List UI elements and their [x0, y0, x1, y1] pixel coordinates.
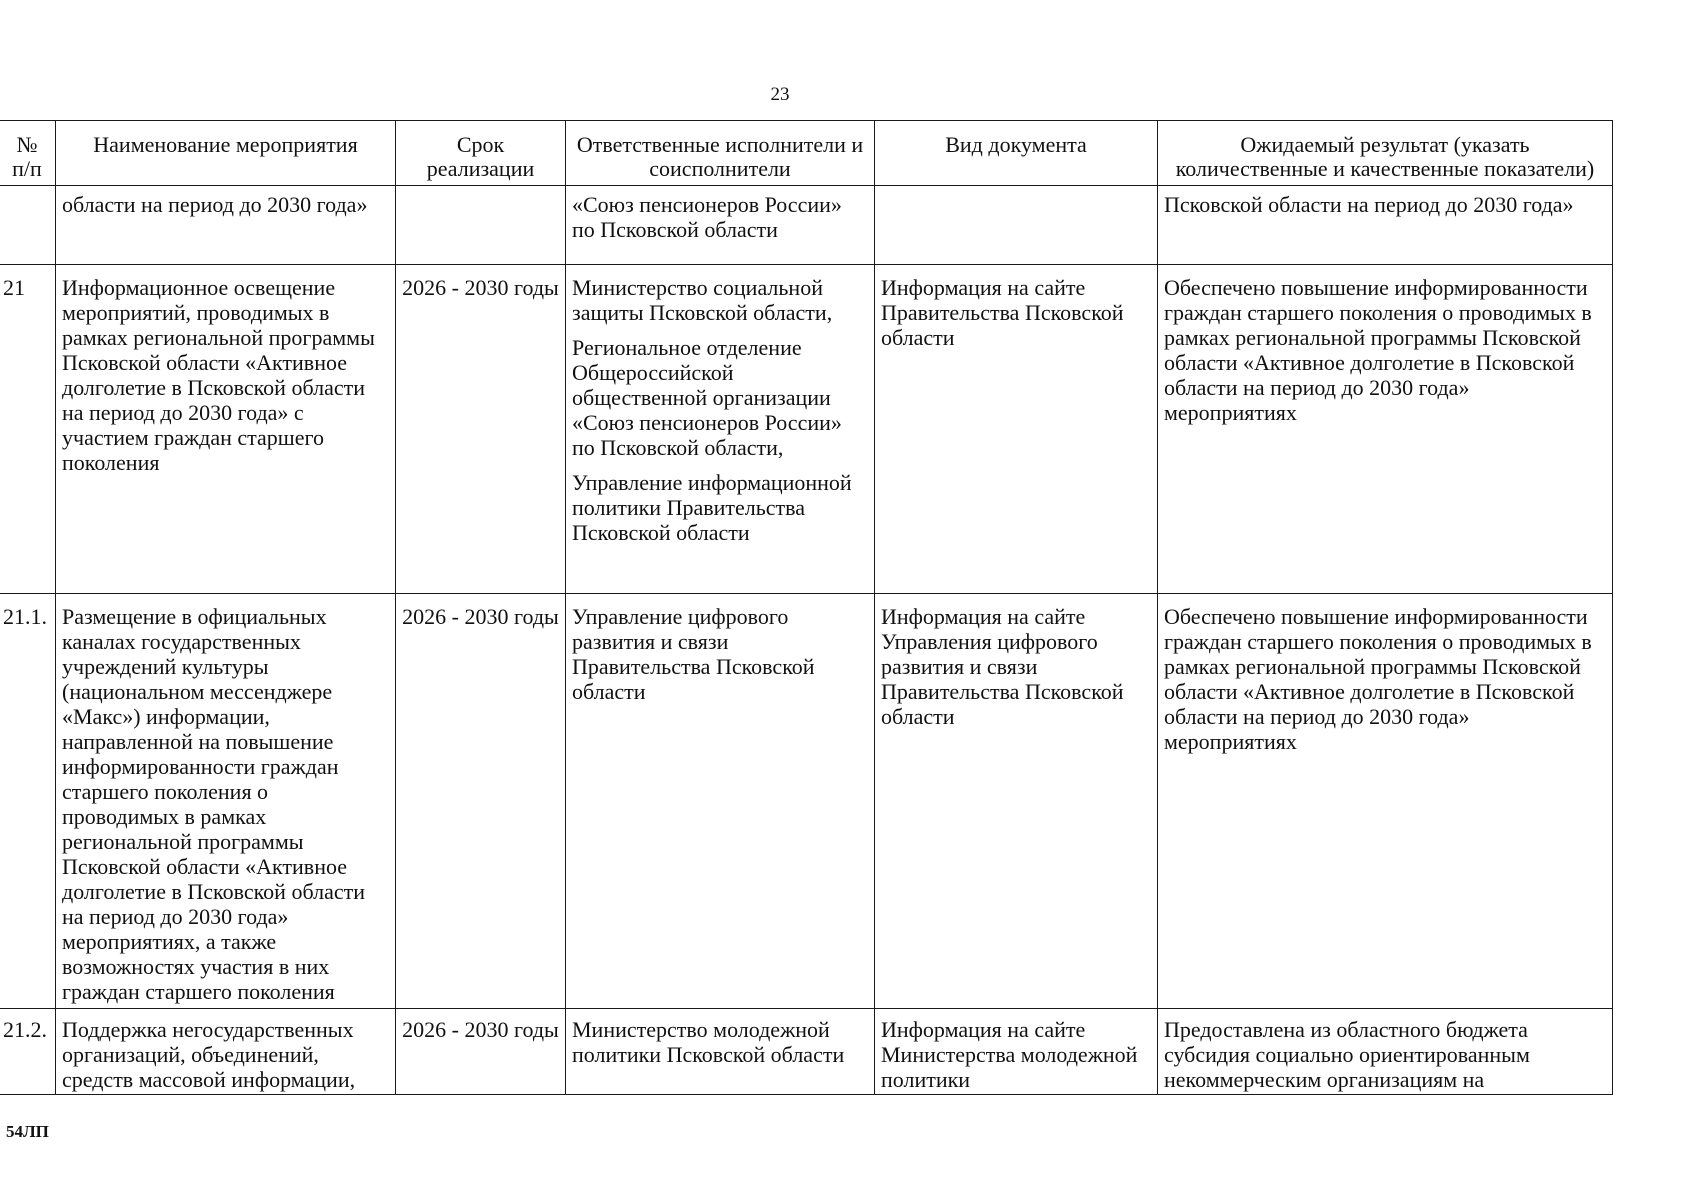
cell-responsible [566, 594, 875, 1009]
table-row [0, 594, 1613, 1009]
responsible-entry: Министерство социальной защиты Псковской области, [572, 275, 833, 325]
cell-responsible [566, 265, 875, 594]
page-number: 23 [770, 84, 790, 105]
cell-num [0, 186, 56, 265]
responsible-entry: Управление информационной политики Правительства Псковской области [572, 470, 852, 545]
table-row [0, 1009, 1613, 1095]
header-num: № п/п [0, 121, 56, 186]
header-responsible: Ответственные исполнители и соисполнители [566, 121, 875, 186]
table-row [0, 186, 1613, 265]
cell-term [396, 186, 566, 265]
cell-name: Поддержка негосударственных организаций, объединений, средств массовой информации, [56, 1009, 396, 1095]
cell-result: Обеспечено повышение информированности граждан старшего поколения о проводимых в рамках региональной программы Псковской области «Активное долголетие в Псковской области на период до 2030 года» мероприятиях [1158, 594, 1613, 1009]
cell-num: 21 [0, 265, 56, 594]
header-term: Срок реализации [396, 121, 566, 186]
responsible-entry: «Союз пенсионеров России» по Псковской области [572, 192, 842, 242]
responsible-entry: Министерство молодежной политики Псковской области [572, 1017, 845, 1067]
cell-term: 2026 - 2030 годы [396, 594, 566, 1009]
cell-doc-type [875, 186, 1158, 265]
table-header-row [0, 121, 1613, 186]
cell-responsible [566, 1009, 875, 1095]
cell-doc-type: Информация на сайте Правительства Псковской области [875, 265, 1158, 594]
responsible-entry: Управление цифрового развития и связи Правительства Псковской области [572, 604, 815, 704]
cell-name: области на период до 2030 года» [56, 186, 396, 265]
cell-doc-type: Информация на сайте Министерства молодежной политики [875, 1009, 1158, 1095]
cell-doc-type: Информация на сайте Управления цифрового развития и связи Правительства Псковской области [875, 594, 1158, 1009]
header-doc-type: Вид документа [875, 121, 1158, 186]
table-row [0, 265, 1613, 594]
cell-term: 2026 - 2030 годы [396, 265, 566, 594]
header-result: Ожидаемый результат (указать количественные и качественные показатели) [1158, 121, 1613, 186]
cell-num: 21.1. [0, 594, 56, 1009]
cell-result: Псковской области на период до 2030 года» [1158, 186, 1613, 265]
header-name: Наименование мероприятия [56, 121, 396, 186]
responsible-entry: Региональное отделение Общероссийской общественной организации «Союз пенсионеров России» по Псковской области, [572, 335, 842, 460]
measures-table [0, 120, 1613, 1095]
cell-term: 2026 - 2030 годы [396, 1009, 566, 1095]
cell-responsible [566, 186, 875, 265]
document-code: 54ЛП [6, 1122, 49, 1141]
cell-num: 21.2. [0, 1009, 56, 1095]
cell-result: Обеспечено повышение информированности граждан старшего поколения о проводимых в рамках региональной программы Псковской области «Активное долголетие в Псковской области на период до 2030 года» мероприятиях [1158, 265, 1613, 594]
cell-name: Размещение в официальных каналах государственных учреждений культуры (национальном мессенджере «Макс») информации, направленной на повышение информированности граждан старшего поколения о проводимых в рамках региональной программы Псковской области «Активное долголетие в Псковской области на период до 2030 года» мероприятиях, а также возможностях участия в них граждан старшего поколения [56, 594, 396, 1009]
cell-name: Информационное освещение мероприятий, проводимых в рамках региональной программы Псковской области «Активное долголетие в Псковской области на период до 2030 года» с участием граждан старшего поколения [56, 265, 396, 594]
cell-result: Предоставлена из областного бюджета субсидия социально ориентированным некоммерческим организациям на [1158, 1009, 1613, 1095]
